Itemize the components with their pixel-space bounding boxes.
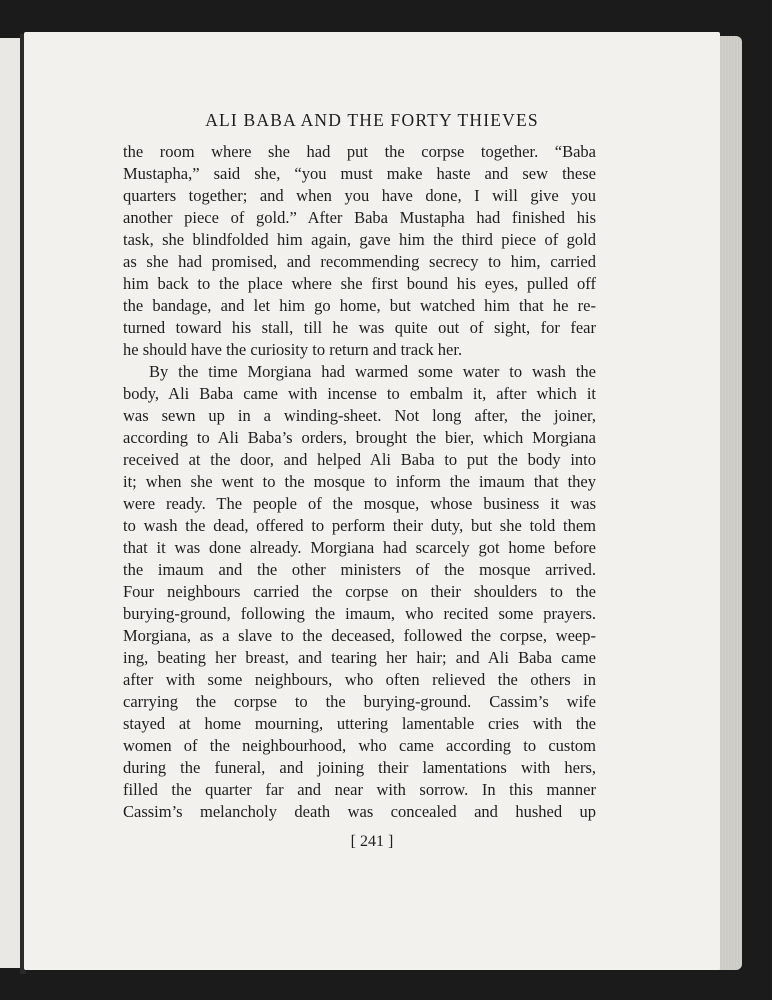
text-line: was sewn up in a winding-sheet. Not long after, the joiner, [123,406,596,425]
text-line: him back to the place where she first bound his eyes, pulled off [123,274,596,293]
text-line: burying-ground, following the imaum, who recited some prayers. [123,604,596,623]
text-line: received at the door, and helped Ali Baba to put the body into [123,450,596,469]
book-page [24,32,720,970]
text-line: that it was done already. Morgiana had scarcely got home before [123,538,596,557]
text-line: the room where she had put the corpse together. “Baba [123,142,596,161]
text-line: filled the quarter far and near with sorrow. In this manner [123,780,596,799]
text-line: ing, beating her breast, and tearing her hair; and Ali Baba came [123,648,596,667]
paragraph-first-line: By the time Morgiana had warmed some water to wash the [149,362,596,381]
text-line: carrying the corpse to the burying-ground. Cassim’s wife [123,692,596,711]
text-line: during the funeral, and joining their lamentations with hers, [123,758,596,777]
text-line: to wash the dead, offered to perform their duty, but she told them [123,516,596,535]
text-line: Four neighbours carried the corpse on their shoulders to the [123,582,596,601]
paragraph-last-line: he should have the curiosity to return and track her. [123,340,463,359]
text-line: as she had promised, and recommending secrecy to him, carried [123,252,596,271]
text-line: after with some neighbours, who often relieved the others in [123,670,596,689]
text-line: body, Ali Baba came with incense to embalm it, after which it [123,384,596,403]
running-head: ALI BABA AND THE FORTY THIEVES [205,110,539,130]
text-line: were ready. The people of the mosque, whose business it was [123,494,596,513]
text-line: women of the neighbourhood, who came according to custom [123,736,596,755]
text-line: it; when she went to the mosque to inform the imaum that they [123,472,596,491]
text-line: task, she blindfolded him again, gave him the third piece of gold [123,230,596,249]
facing-page-edge [0,38,22,968]
text-line: according to Ali Baba’s orders, brought the bier, which Morgiana [123,428,596,447]
text-line: quarters together; and when you have done, I will give you [123,186,596,205]
text-line: another piece of gold.” After Baba Mustapha had finished his [123,208,596,227]
text-line: the bandage, and let him go home, but watched him that he re- [123,296,596,315]
text-line: turned toward his stall, till he was quite out of sight, for fear [123,318,596,337]
text-line: the imaum and the other ministers of the mosque arrived. [123,560,596,579]
page-number: [ 241 ] [350,833,394,850]
body-text [123,141,596,823]
text-line: Mustapha,” said she, “you must make haste and sew these [123,164,596,183]
text-line: Cassim’s melancholy death was concealed and hushed up [123,802,596,821]
text-line: stayed at home mourning, uttering lamentable cries with the [123,714,596,733]
text-line: Morgiana, as a slave to the deceased, followed the corpse, weep- [123,626,596,645]
